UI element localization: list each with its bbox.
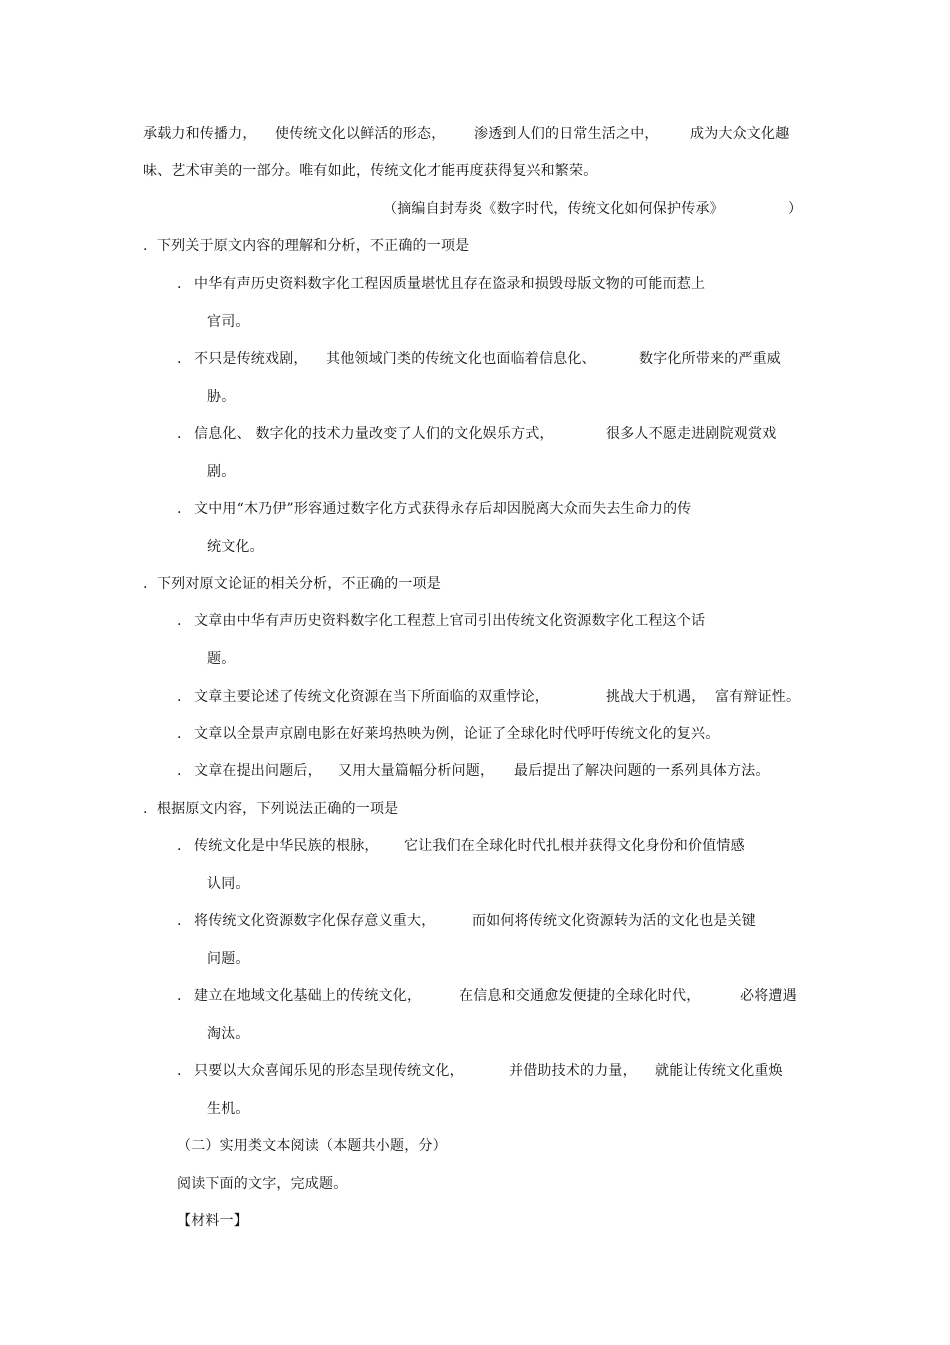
option-marker: . xyxy=(177,351,182,367)
option-marker: . xyxy=(177,763,182,779)
option-text: 就能让传统文化重焕 xyxy=(655,1063,783,1079)
option-text: 在信息和交通愈发便捷的全球化时代， xyxy=(459,988,701,1004)
option-text: 文章主要论述了传统文化资源在当下所面临的双重悖论， xyxy=(194,689,549,705)
passage-line-2: 味、艺术审美的一部分。唯有如此，传统文化才能再度获得复兴和繁荣。 xyxy=(143,163,598,179)
option-text: 它让我们在全球化时代扎根并获得文化身份和价值情感 xyxy=(404,838,745,854)
option-marker: . xyxy=(177,913,182,929)
passage-line-1-seg-4: 成为大众文化趣 xyxy=(690,126,790,142)
option-text-cont: 胁。 xyxy=(207,389,236,405)
option-text: 将传统文化资源数字化保存意义重大， xyxy=(194,913,436,929)
option-text: 富有辩证性。 xyxy=(715,689,801,705)
question-stem: . 下列对原文论证的相关分析，不正确的一项是 xyxy=(143,576,441,592)
option-text: 最后提出了解决问题的一系列具体方法。 xyxy=(514,763,770,779)
source-citation-close: ） xyxy=(788,201,803,217)
passage-line-1-seg-2: 使传统文化以鲜活的形态， xyxy=(275,126,446,142)
option-text: 并借助技术的力量， xyxy=(509,1063,637,1079)
passage-line-1-seg-1: 承载力和传播力， xyxy=(143,126,257,142)
option-text: 数字化所带来的严重威 xyxy=(639,351,781,367)
option-marker: . xyxy=(177,726,182,742)
option-text: 又用大量篇幅分析问题， xyxy=(338,763,495,779)
question-stem: . 下列关于原文内容的理解和分析，不正确的一项是 xyxy=(143,238,470,254)
option-marker: . xyxy=(177,838,182,854)
option-text: 只要以大众喜闻乐见的形态呈现传统文化， xyxy=(194,1063,464,1079)
option-text: 建立在地域文化基础上的传统文化， xyxy=(194,988,422,1004)
option-text: 文中用“木乃伊”形容通过数字化方式获得永存后却因脱离大众而失去生命力的传 xyxy=(194,501,692,517)
material-label: 【材料一】 xyxy=(177,1213,248,1229)
option-text-cont: 统文化。 xyxy=(207,539,264,555)
option-text: 文章在提出问题后， xyxy=(194,763,322,779)
question-stem: . 根据原文内容，下列说法正确的一项是 xyxy=(143,801,399,817)
option-text: 而如何将传统文化资源转为活的文化也是关键 xyxy=(472,913,756,929)
option-marker: . xyxy=(177,426,182,442)
option-text: 信息化、 数字化的技术力量改变了人们的文化娱乐方式， xyxy=(194,426,554,442)
option-text: 文章以全景声京剧电影在好莱坞热映为例，论证了全球化时代呼吁传统文化的复兴。 xyxy=(194,726,720,742)
option-text-cont: 淘汰。 xyxy=(207,1026,250,1042)
option-text-cont: 剧。 xyxy=(207,464,236,480)
option-marker: . xyxy=(177,1063,182,1079)
option-text: 文章由中华有声历史资料数字化工程惹上官司引出传统文化资源数字化工程这个话 xyxy=(194,613,706,629)
option-text: 其他领域门类的传统文化也面临着信息化、 xyxy=(326,351,596,367)
section-heading: （二）实用类文本阅读（本题共小题，分） xyxy=(177,1138,447,1154)
option-marker: . xyxy=(177,501,182,517)
option-text-cont: 官司。 xyxy=(207,314,250,330)
option-text-cont: 题。 xyxy=(207,651,236,667)
reading-instruction: 阅读下面的文字，完成题。 xyxy=(177,1176,348,1192)
option-text: 很多人不愿走进剧院观赏戏 xyxy=(606,426,777,442)
option-marker: . xyxy=(177,276,182,292)
option-text: 必将遭遇 xyxy=(740,988,797,1004)
option-text-cont: 认同。 xyxy=(207,876,250,892)
option-text: 挑战大于机遇， xyxy=(606,689,706,705)
option-text: 中华有声历史资料数字化工程因质量堪忧且存在盗录和损毁母版文物的可能而惹上 xyxy=(194,276,706,292)
option-marker: . xyxy=(177,613,182,629)
option-text: 不只是传统戏剧， xyxy=(194,351,308,367)
option-text-cont: 生机。 xyxy=(207,1101,250,1117)
option-text: 传统文化是中华民族的根脉， xyxy=(194,838,379,854)
option-text-cont: 问题。 xyxy=(207,951,250,967)
option-marker: . xyxy=(177,689,182,705)
passage-line-1-seg-3: 渗透到人们的日常生活之中， xyxy=(474,126,659,142)
source-citation: （摘编自封寿炎《数字时代，传统文化如何保护传承》 xyxy=(383,201,724,217)
option-marker: . xyxy=(177,988,182,1004)
